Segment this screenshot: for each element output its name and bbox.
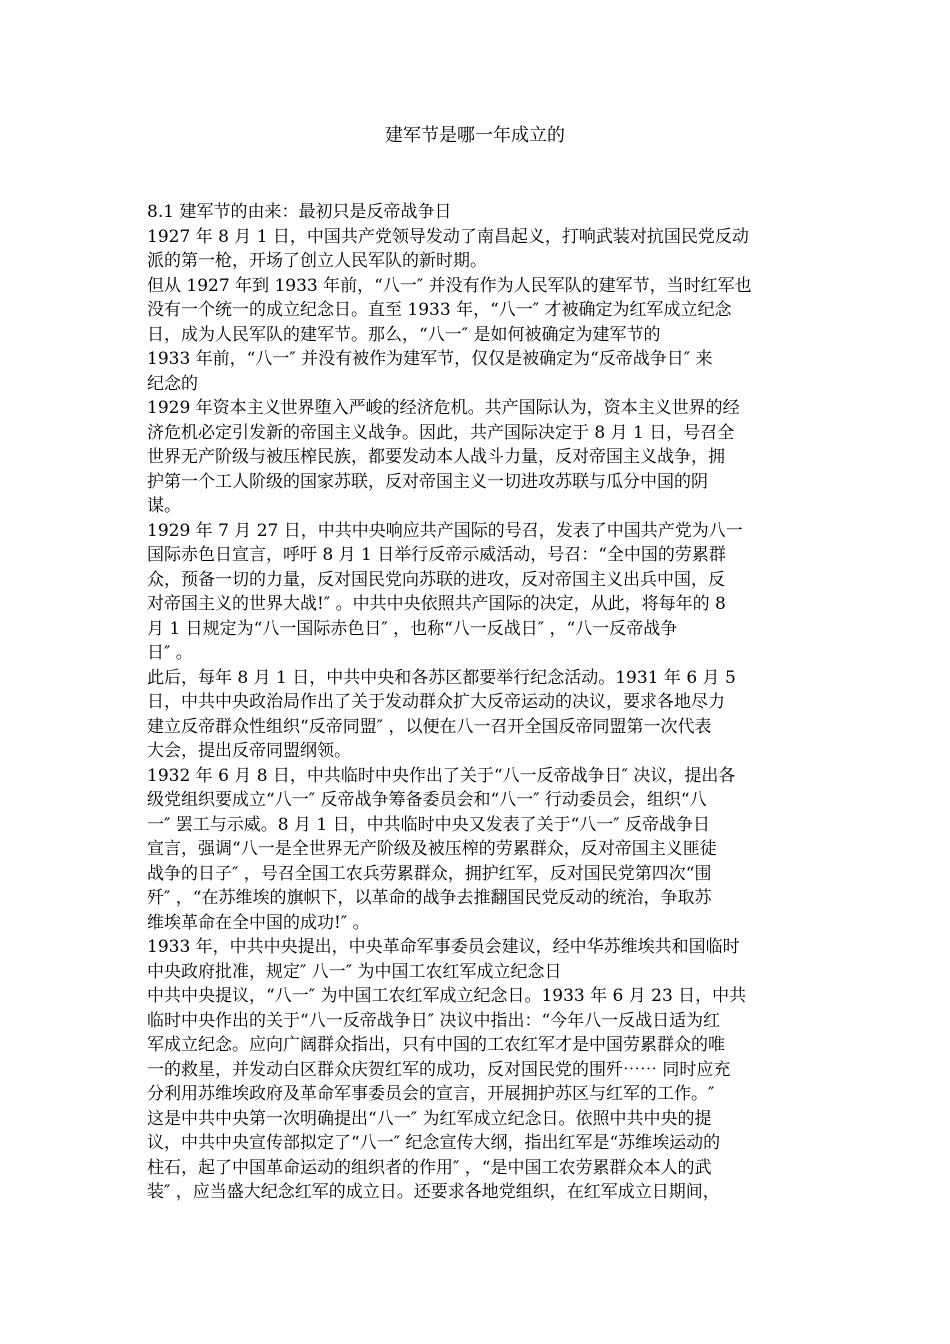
text-line: 宣言，强调“八一是全世界无产阶级及被压榨的劳累群众，反对帝国主义匪徒	[147, 839, 717, 859]
text-line: 此后，每年 8 月 1 日，中共中央和各苏区都要举行纪念活动。1931 年 6 月 5	[147, 667, 736, 688]
text-line: 护第一个工人阶级的国家苏联，反对帝国主义一切进攻苏联与瓜分中国的阴	[147, 471, 708, 492]
text-line: 军成立纪念。应向广阔群众指出，只有中国的工农红军才是中国劳累群众的唯	[147, 1035, 725, 1055]
text-line: 这是中共中央第一次明确提出“八一″ 为红军成立纪念日。依照中共中央的提	[147, 1108, 712, 1129]
text-line: 一的救星，并发动白区群众庆贺红军的成功，反对国民党的围歼⋯⋯ 同时应充	[147, 1059, 731, 1080]
text-line: 1929 年 7 月 27 日，中共中央响应共产国际的号召，发表了中国共产党为八一	[147, 520, 743, 541]
text-line: 维埃革命在全中国的成功!″ 。	[147, 912, 370, 933]
text-line: 中共中央提议，“八一″ 为中国工农红军成立纪念日。1933 年 6 月 23 日，中共	[147, 986, 747, 1006]
text-line: 1933 年前，“八一″ 并没有被作为建军节，仅仅是被确定为“反帝战争日″ 来	[147, 349, 713, 369]
text-line: 议，中共中央宣传部拟定了“八一″ 纪念宣传大纲，指出红军是“苏维埃运动的	[147, 1133, 721, 1153]
text-line: 谋。	[147, 496, 181, 516]
text-line: 对帝国主义的世界大战!″ 。中共中央依照共产国际的决定，从此，将每年的 8	[147, 594, 726, 614]
text-line: 中央政府批准，规定″ 八一″ 为中国工农红军成立纪念日	[147, 961, 562, 982]
text-line: 1927 年 8 月 1 日，中国共产党领导发动了南昌起义，打响武装对抗国民党反动	[147, 226, 749, 247]
text-line: 歼″ ，“在苏维埃的旗帜下，以革命的战争去推翻国民党反动的统治，争取苏	[147, 888, 712, 908]
text-line: 但从 1927 年到 1933 年前，“八一″ 并没有作为人民军队的建军节，当时红军也	[147, 275, 752, 296]
text-line: 级党组织要成立“八一″ 反帝战争筹备委员会和“八一″ 行动委员会，组织“八	[147, 790, 707, 810]
text-line: 日，成为人民军队的建军节。那么，“八一″ 是如何被确定为建军节的	[147, 324, 661, 345]
text-line: 战争的日子″ ，号召全国工农兵劳累群众，拥护红军，反对国民党第四次“围	[147, 863, 712, 884]
text-line: 1932 年 6 月 8 日，中共临时中央作出了关于“八一反帝战争日″ 决议，提出各	[147, 765, 736, 786]
text-line: 分利用苏维埃政府及革命军事委员会的宣言，开展拥护苏区与红军的工作。″	[147, 1084, 715, 1104]
document-body	[147, 200, 803, 1205]
text-line: 建立反帝群众性组织“反帝同盟″ ，以便在八一召开全国反帝同盟第一次代表	[147, 716, 712, 737]
document-title: 建军节是哪一年成立的	[385, 125, 565, 146]
text-line: 世界无产阶级与被压榨民族，都要发动本人战斗力量，反对帝国主义战争，拥	[147, 447, 725, 467]
text-line: 临时中央作出的关于“八一反帝战争日″ 决议中指出：“今年八一反战日适为红	[147, 1010, 721, 1031]
text-line: 派的第一枪，开场了创立人民军队的新时期。	[147, 251, 487, 271]
text-line: 1929 年资本主义世界堕入严峻的经济危机。共产国际认为，资本主义世界的经	[147, 398, 740, 418]
text-line: 一″ 罢工与示威。8 月 1 日，中共临时中央又发表了关于“八一″ 反帝战争日	[147, 814, 711, 835]
text-line: 大会，提出反帝同盟纲领。	[147, 741, 351, 761]
text-line: 装″ ，应当盛大纪念红军的成立日。还要求各地党组织，在红军成立日期间，	[147, 1182, 720, 1202]
text-line: 济危机必定引发新的帝国主义战争。因此，共产国际决定于 8 月 1 日，号召全	[147, 422, 735, 443]
text-line: 众，预备一切的力量，反对国民党向苏联的进攻，反对帝国主义出兵中国，反	[147, 569, 725, 590]
text-line: 国际赤色日宣言，呼吁 8 月 1 日举行反帝示威活动，号召：“全中国的劳累群	[147, 545, 726, 565]
text-line: 月 1 日规定为“八一国际赤色日″ ，也称“八一反战日″ ，“八一反帝战争	[147, 618, 678, 639]
text-line: 日，中共中央政治局作出了关于发动群众扩大反帝运动的决议，要求各地尽力	[147, 692, 725, 712]
text-line: 没有一个统一的成立纪念日。直至 1933 年，“八一″ 才被确定为红军成立纪念	[147, 300, 732, 320]
text-line: 纪念的	[147, 373, 198, 394]
section-heading: 8.1 建军节的由来：最初只是反帝战争日	[147, 202, 452, 222]
text-line: 日″ 。	[147, 643, 193, 663]
text-line: 柱石，起了中国革命运动的组织者的作用″ ，“是中国工农劳累群众本人的武	[147, 1157, 712, 1178]
text-line: 1933 年，中共中央提出，中央革命军事委员会建议，经中华苏维埃共和国临时	[147, 937, 740, 957]
